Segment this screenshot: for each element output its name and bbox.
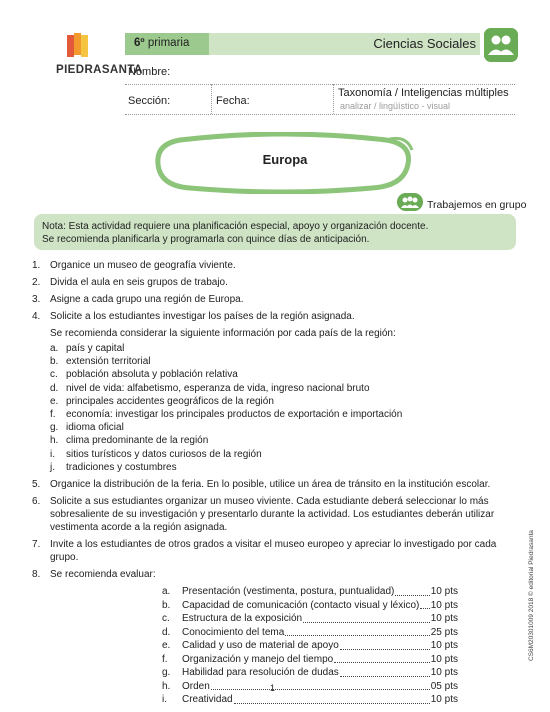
group-work-label: Trabajemos en grupo bbox=[427, 199, 527, 211]
criterion: Calidad y uso de material de apoyo bbox=[182, 640, 339, 652]
step-text: Se recomienda evaluar: bbox=[50, 569, 156, 581]
divider bbox=[211, 84, 212, 114]
item-text: economía: investigar los principales productos de exportación e importación bbox=[66, 409, 403, 421]
points: 10 pts bbox=[430, 613, 458, 625]
leader-dots bbox=[285, 626, 429, 637]
item-letter: a. bbox=[50, 343, 59, 354]
leader-dots bbox=[303, 612, 430, 623]
item-letter: h. bbox=[50, 435, 59, 447]
copyright-side-text: CS6M20301009 2018 © editorial Piedrasanta bbox=[528, 530, 535, 661]
evaluation-item bbox=[162, 639, 458, 653]
item-text: sitios turísticos y datos curiosos de la región bbox=[66, 448, 262, 460]
book-logo-icon bbox=[67, 33, 89, 59]
points: 10 pts bbox=[430, 586, 458, 598]
taxonomy-title: Taxonomía / Inteligencias múltiples bbox=[338, 87, 509, 99]
step-text: Asigne a cada grupo una región de Europa. bbox=[50, 294, 244, 305]
item-letter: c. bbox=[50, 369, 58, 381]
criterion: Habilidad para resolución de dudas bbox=[182, 667, 339, 679]
step-text: Organice un museo de geografía viviente. bbox=[50, 260, 236, 271]
criterion: Organización y manejo del tiempo bbox=[182, 653, 334, 665]
group-people-icon bbox=[484, 28, 518, 62]
points: 10 pts bbox=[430, 640, 458, 652]
item-letter: f. bbox=[50, 409, 56, 421]
note-line: Nota: Esta actividad requiere una planificación especial, apoyo y organización docente. bbox=[42, 221, 429, 232]
info-list bbox=[50, 342, 518, 474]
points: 10 pts bbox=[430, 694, 458, 706]
item-text: nivel de vida: alfabetismo, esperanza de vida, ingreso nacional bruto bbox=[66, 382, 370, 394]
item-letter: g. bbox=[50, 422, 59, 434]
leader-dots bbox=[395, 585, 429, 596]
info-item bbox=[50, 408, 518, 421]
criterion: Presentación (vestimenta, postura, puntualidad) bbox=[182, 586, 395, 598]
name-line bbox=[125, 84, 515, 85]
points: 10 pts bbox=[430, 599, 458, 611]
criterion: Conocimiento del tema bbox=[182, 626, 285, 638]
date-label: Fecha: bbox=[216, 95, 250, 107]
item-letter: e. bbox=[162, 640, 171, 652]
item-letter: i. bbox=[162, 694, 167, 706]
info-item bbox=[50, 368, 518, 381]
brand-name: PIEDRASANTA bbox=[56, 64, 143, 76]
evaluation-item bbox=[162, 693, 458, 707]
leader-dots bbox=[334, 653, 430, 664]
leader-dots bbox=[234, 693, 430, 704]
criterion: Estructura de la exposición bbox=[182, 613, 303, 625]
step-number: 5. bbox=[32, 479, 41, 491]
grade-number: 6º bbox=[134, 37, 145, 49]
points: 05 pts bbox=[430, 680, 458, 692]
leader-dots bbox=[340, 639, 430, 650]
criterion: Creatividad bbox=[182, 694, 233, 706]
grade-level: primaria bbox=[147, 37, 190, 49]
grade-label bbox=[125, 33, 209, 55]
item-letter: g. bbox=[162, 667, 171, 679]
item-letter: c. bbox=[162, 613, 170, 625]
step-item bbox=[32, 276, 518, 289]
step-number: 6. bbox=[32, 496, 41, 508]
step-item bbox=[32, 293, 518, 306]
step-text: Divida el aula en seis grupos de trabajo. bbox=[50, 277, 228, 288]
step-number: 7. bbox=[32, 539, 41, 551]
leader-dots bbox=[211, 680, 430, 691]
evaluation-item bbox=[162, 599, 458, 613]
evaluation-list bbox=[50, 585, 518, 707]
info-item bbox=[50, 421, 518, 434]
step-number: 4. bbox=[32, 311, 41, 322]
step-text: Organice la distribución de la feria. En lo posible, utilice un área de tránsito en la institución escolar. bbox=[50, 479, 491, 491]
info-item bbox=[50, 448, 518, 461]
info-item bbox=[50, 355, 518, 368]
step-number: 3. bbox=[32, 294, 41, 305]
form-bottom-line bbox=[125, 114, 515, 115]
step-number: 1. bbox=[32, 260, 41, 271]
divider bbox=[333, 84, 334, 114]
points: 10 pts bbox=[430, 653, 458, 665]
step-item bbox=[32, 495, 518, 534]
item-text: población absoluta y población relativa bbox=[66, 369, 238, 381]
item-letter: b. bbox=[50, 356, 59, 368]
info-item bbox=[50, 395, 518, 408]
item-letter: d. bbox=[162, 626, 171, 638]
step-intro: Se recomienda considerar la siguiente información por cada país de la región: bbox=[50, 328, 396, 339]
step-number: 8. bbox=[32, 569, 41, 581]
info-item bbox=[50, 434, 518, 447]
activity-title: Europa bbox=[262, 152, 308, 167]
info-item bbox=[50, 382, 518, 395]
item-letter: b. bbox=[162, 599, 171, 611]
page-number: 1 bbox=[270, 683, 276, 693]
teacher-note bbox=[34, 214, 516, 250]
item-text: idioma oficial bbox=[66, 422, 124, 434]
taxonomy-subtitle: analizar / lingüístico - visual bbox=[340, 101, 451, 111]
info-item bbox=[50, 342, 518, 355]
item-text: extensión territorial bbox=[66, 356, 151, 368]
criterion: Orden bbox=[182, 680, 210, 692]
name-label: Nombre: bbox=[128, 66, 171, 78]
points: 10 pts bbox=[430, 667, 458, 679]
evaluation-item bbox=[162, 626, 458, 640]
info-item bbox=[50, 461, 518, 474]
item-letter: d. bbox=[50, 382, 59, 394]
evaluation-item bbox=[162, 585, 458, 599]
item-text: clima predominante de la región bbox=[66, 435, 209, 447]
step-number: 2. bbox=[32, 277, 41, 288]
step-item bbox=[32, 259, 518, 272]
item-text: país y capital bbox=[66, 343, 125, 354]
evaluation-item bbox=[162, 612, 458, 626]
leader-dots bbox=[340, 666, 430, 677]
step-item bbox=[32, 310, 518, 474]
points: 25 pts bbox=[430, 626, 458, 638]
subject-title: Ciencias Sociales bbox=[373, 36, 476, 51]
criterion: Capacidad de comunicación (contacto visual y léxico) bbox=[182, 599, 420, 611]
item-letter: h. bbox=[162, 680, 171, 692]
step-text: Solicite a los estudiantes investigar los países de la región asignada. bbox=[50, 311, 355, 322]
leader-dots bbox=[420, 599, 429, 610]
item-letter: j. bbox=[50, 461, 55, 473]
note-line: Se recomienda planificarla y programarla con quince días de anticipación. bbox=[42, 234, 370, 245]
evaluation-item bbox=[162, 666, 458, 680]
item-letter: i. bbox=[50, 448, 55, 460]
group-work-icon bbox=[397, 193, 423, 211]
item-text: principales accidentes geográficos de la región bbox=[66, 395, 274, 407]
step-item bbox=[32, 538, 518, 564]
item-text: tradiciones y costumbres bbox=[66, 461, 177, 473]
evaluation-item bbox=[162, 680, 458, 694]
step-text: Invite a los estudiantes de otros grados a visitar el museo europeo y apreciar lo investigado por cada grupo. bbox=[50, 539, 497, 564]
item-letter: e. bbox=[50, 395, 59, 407]
item-letter: a. bbox=[162, 586, 171, 598]
step-item bbox=[32, 478, 518, 491]
evaluation-item bbox=[162, 653, 458, 667]
activity-steps bbox=[32, 259, 518, 707]
section-label: Sección: bbox=[128, 95, 171, 107]
step-text: Solicite a sus estudiantes organizar un museo viviente. Cada estudiante deberá seleccionar lo más sobresaliente de su investigación y presentarlo durante la actividad. Los estudiantes deberán utilizar vestimenta acorde a la región asignada. bbox=[50, 496, 495, 534]
item-letter: f. bbox=[162, 653, 168, 665]
